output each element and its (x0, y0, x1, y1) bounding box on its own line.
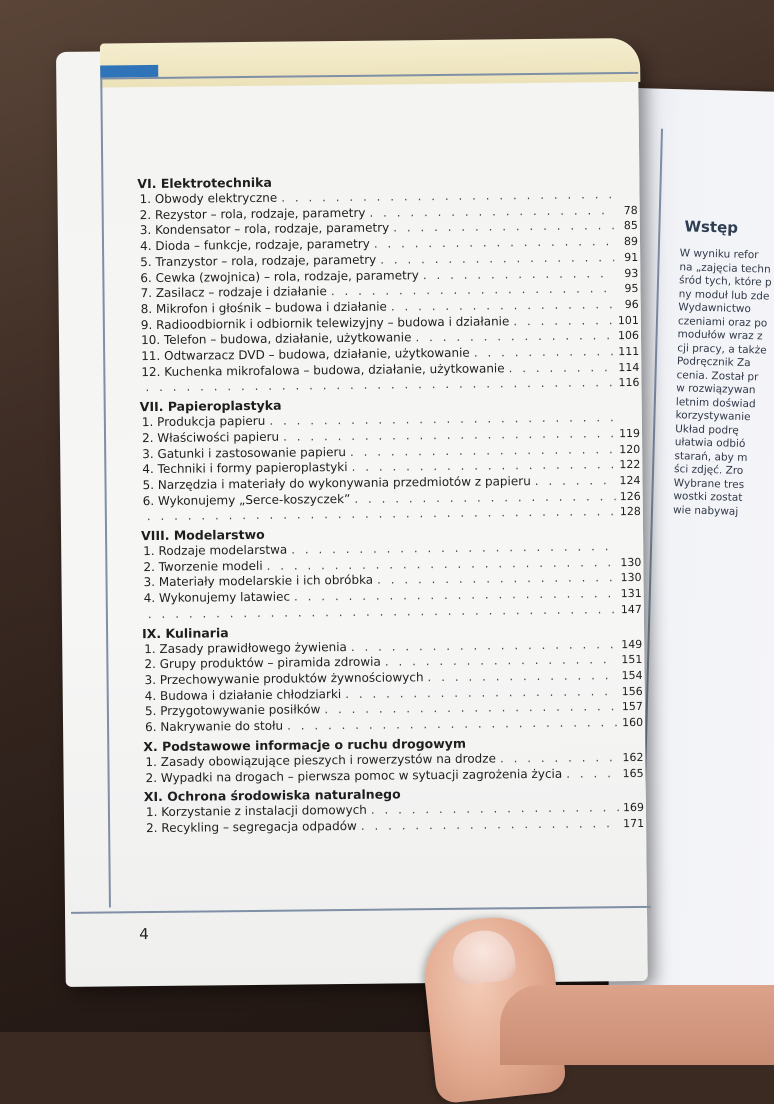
toc-entry-title: 2. Tworzenie modeli (143, 559, 262, 576)
toc-entry-title: 1. Zasady prawidłowego żywienia (144, 640, 347, 658)
toc-leader-dots (474, 344, 615, 361)
toc-section (142, 620, 643, 735)
toc-entry-title: 2. Właściwości papieru (142, 430, 279, 447)
toc-entry-title: 2. Grupy produktów – piramida zdrowia (144, 655, 381, 673)
toc-section (140, 394, 641, 525)
blue-corner-tab (100, 65, 158, 78)
toc-entry-page: 160 (622, 715, 643, 731)
toc-entry-title: 9. Radioodbiornik i odbiornik telewizyjny – budowa i działanie (141, 314, 510, 334)
right-page-text (673, 247, 774, 520)
right-page-line: W wyniku refor (680, 247, 774, 264)
right-page-line: ułatwia odbió (675, 436, 774, 453)
toc-entry-title: 6. Nakrywanie do stołu (145, 719, 283, 736)
toc-section (143, 734, 643, 787)
hand-skin (500, 985, 774, 1065)
toc-entry-title: 2. Rezystor – rola, rodzaje, parametry (140, 205, 366, 223)
right-page-line: wie nabywaj (673, 504, 774, 521)
toc-section-title: X. Podstawowe informacje o ruchu drogowym (143, 734, 643, 755)
right-page-line: cenia. Został pr (676, 369, 774, 386)
toc-entry-title: 1. Korzystanie z instalacji domowych (146, 803, 367, 821)
toc-entry-page: 156 (622, 684, 643, 700)
toc-entry-title: 1. Zasady obowiązujące pieszych i rowerzystów na drodze (145, 751, 496, 770)
toc-entry-page: 116 (618, 375, 639, 391)
toc-entry-title: 5. Przygotowywanie posiłków (145, 703, 321, 721)
right-page-title: Wstęp (684, 217, 738, 236)
toc-entry-page: 147 (621, 602, 642, 618)
page-top-band (100, 38, 640, 88)
toc-entry-page: 101 (618, 313, 639, 329)
toc-entry-page: 149 (621, 636, 642, 652)
right-page-line: cji pracy, a także (677, 342, 774, 359)
frame-left-line (100, 78, 110, 908)
toc-section (137, 171, 639, 396)
toc-leader-dots (361, 816, 619, 834)
right-page-line: Wybrane tres (674, 477, 774, 494)
toc-entry-page: 171 (623, 816, 644, 832)
toc-entry-title: 3. Przechowywanie produktów żywnościowych (145, 670, 424, 689)
toc-leader-dots (287, 715, 618, 734)
toc-entry-page: 154 (621, 668, 642, 684)
toc-entry-title: 2. Wypadki na drogach – pierwsza pomoc w sytuacji zagrożenia życia (146, 766, 563, 786)
toc-entry-title: 2. Recykling – segregacja odpadów (146, 819, 357, 837)
toc-entry-page: 114 (618, 360, 639, 376)
toc-entry-page: 93 (618, 265, 638, 281)
right-page-line: na „zajęcia techn (679, 261, 774, 278)
toc-section (141, 523, 642, 623)
toc-entry-title: 4. Dioda – funkcje, rodzaje, parametry (140, 237, 370, 255)
toc-entry-page: 95 (618, 281, 638, 297)
right-page-line: ści zdjęć. Zro (674, 463, 774, 480)
right-page-line: Układ podrę (675, 423, 774, 440)
right-page-line: modułów wraz z (677, 328, 774, 345)
right-page-line: ny moduł lub zde (679, 288, 774, 305)
table-of-contents (137, 171, 644, 840)
right-page-line: czeniami oraz po (678, 315, 774, 332)
toc-section-title: IX. Kulinaria (142, 620, 642, 641)
right-page-line: wostki zostat (673, 490, 774, 507)
toc-entry-title: 5. Narzędzia i materiały do wykonywania przedmiotów z papieru (142, 474, 530, 494)
toc-entry-page: 122 (619, 457, 640, 473)
toc-entry-title: 8. Mikrofon i głośnik – budowa i działanie (141, 299, 387, 317)
toc-entry-page: 111 (618, 344, 639, 360)
toc-entry-page: 128 (620, 504, 641, 520)
right-page-line: korzystywanie (675, 409, 774, 426)
toc-entry-page: 119 (619, 426, 640, 442)
toc-entry-title: 6. Wykonujemy „Serce-koszyczek” (143, 492, 351, 510)
toc-entry-page: 124 (619, 473, 640, 489)
toc-leader-dots (535, 473, 616, 490)
toc-entry-title: 7. Zasilacz – rodzaje i działanie (140, 284, 326, 302)
toc-entry-title: 4. Techniki i formy papieroplastyki (142, 460, 347, 478)
right-page-line: w rozwiązywan (676, 382, 774, 399)
toc-leader-dots (513, 313, 614, 330)
toc-leader-dots (509, 360, 615, 377)
toc-entry-page: 126 (620, 489, 641, 505)
toc-entry-page: 78 (618, 203, 638, 219)
right-page-line: Wydawnictwo (678, 301, 774, 318)
toc-entry-page: 130 (620, 555, 641, 571)
page-number: 4 (139, 925, 149, 943)
toc-entry-page: 162 (622, 750, 643, 766)
toc-entry-page: 91 (618, 250, 638, 266)
toc-entry-title: 10. Telefon – budowa, działanie, użytkowanie (141, 331, 412, 350)
fingernail (450, 928, 517, 986)
toc-entry-title: 4. Wykonujemy latawiec (144, 590, 290, 607)
toc-leader-dots (566, 766, 619, 782)
toc-entry-page: 96 (619, 297, 639, 313)
right-page-line: letnim doświad (676, 396, 774, 413)
right-page-line: śród tych, które p (679, 274, 774, 291)
toc-entry-title: 11. Odtwarzacz DVD – budowa, działanie, użytkowanie (141, 346, 470, 365)
toc-entry-title: 5. Tranzystor – rola, rodzaje, parametry (140, 252, 376, 270)
toc-entry-title: 6. Cewka (zwojnica) – rola, rodzaje, parametry (140, 268, 419, 287)
toc-entry-page: 169 (623, 800, 644, 816)
toc-section-title: VI. Elektrotechnika (137, 171, 637, 192)
toc-section (144, 784, 644, 837)
toc-entry-title: 3. Gatunki i zastosowanie papieru (142, 445, 346, 463)
toc-section-title: VIII. Modelarstwo (141, 523, 641, 544)
right-page-line: starań, aby m (674, 450, 774, 467)
toc-entry-title: 1. Obwody elektryczne (139, 191, 277, 208)
toc-entry-title: 1. Rodzaje modelarstwa (143, 543, 287, 560)
toc-entry-page: 120 (619, 441, 640, 457)
left-book-page (56, 46, 648, 987)
toc-entry-page: 165 (623, 765, 644, 781)
toc-section-title: VII. Papieroplastyka (140, 394, 640, 415)
toc-entry-page: 130 (620, 570, 641, 586)
toc-entry-page: 131 (621, 586, 642, 602)
toc-entry-page: 89 (618, 234, 638, 250)
toc-entry-title: 12. Kuchenka mikrofalowa – budowa, działanie, użytkowanie (141, 361, 504, 381)
toc-entry-title: 4. Budowa i działanie chłodziarki (145, 687, 342, 705)
toc-entry-page: 85 (618, 218, 638, 234)
toc-entry-page: 106 (618, 328, 639, 344)
toc-entry-page: 151 (621, 652, 642, 668)
toc-section-title: XI. Ochrona środowiska naturalnego (144, 784, 644, 805)
toc-entry-page: 157 (622, 699, 643, 715)
toc-entry-title: 1. Produkcja papieru (142, 414, 266, 431)
toc-leader-dots (500, 750, 619, 767)
frame-bottom-line (71, 906, 651, 914)
toc-entry-title: 3. Kondensator – rola, rodzaje, parametry (140, 221, 389, 239)
right-page-line: Podręcznik Za (677, 355, 774, 372)
toc-entry-title: 3. Materiały modelarskie i ich obróbka (143, 573, 373, 591)
